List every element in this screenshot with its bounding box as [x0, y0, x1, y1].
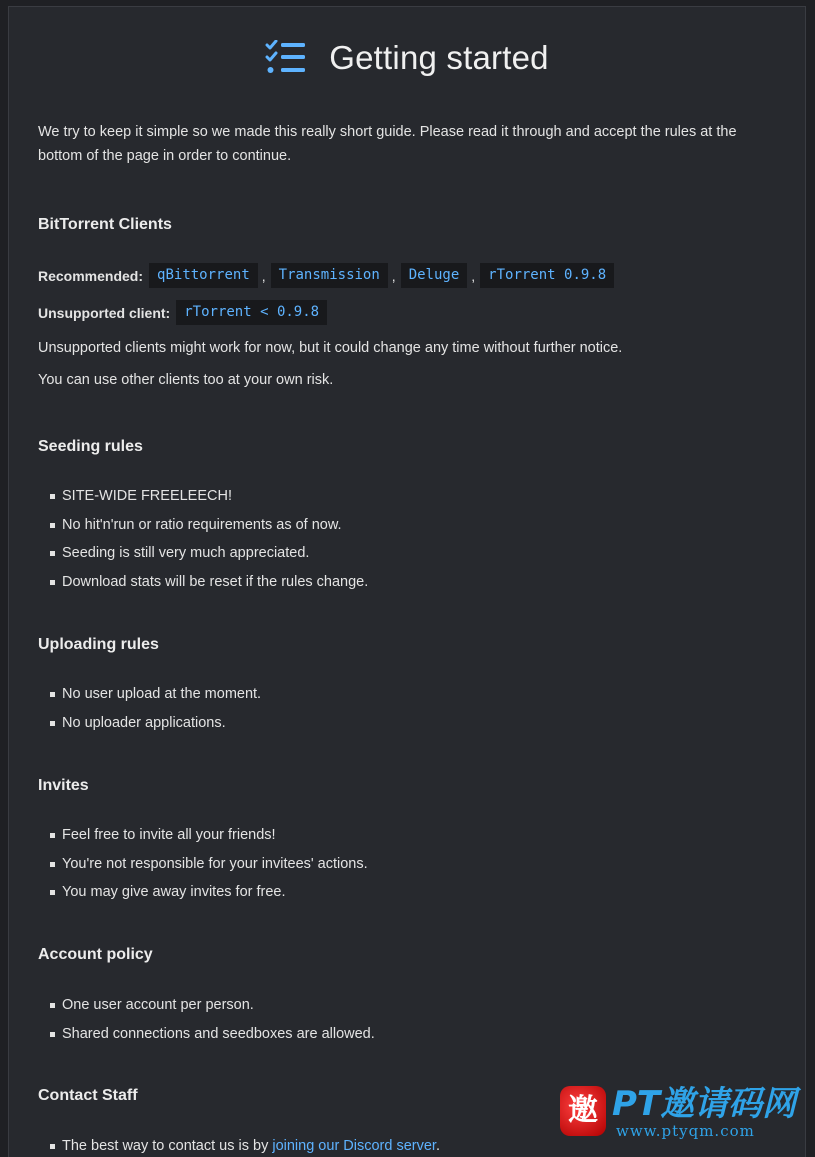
- list-item: No hit'n'run or ratio requirements as of now.: [38, 516, 368, 545]
- section-title-contact: Contact Staff: [38, 1087, 138, 1104]
- contact-text: The best way to contact us is by: [62, 1138, 273, 1154]
- list-item: Feel free to invite all your friends!: [38, 826, 368, 855]
- watermark: [560, 1084, 800, 1144]
- section-title-seeding: Seeding rules: [38, 438, 143, 455]
- checklist-icon: [265, 40, 307, 76]
- uploading-rules-list: [38, 685, 261, 742]
- list-item: You're not responsible for your invitees' actions.: [38, 855, 368, 884]
- list-item: SITE-WIDE FREELEECH!: [38, 487, 368, 516]
- separator: ,: [471, 267, 476, 284]
- watermark-text: PT邀请码网: [612, 1084, 797, 1124]
- client-badge: Deluge: [401, 263, 468, 288]
- list-item: Shared connections and seedboxes are allowed.: [38, 1025, 375, 1054]
- clients-note: Unsupported clients might work for now, but it could change any time without further notice.: [38, 340, 623, 356]
- recommended-label: Recommended:: [38, 267, 144, 284]
- separator: ,: [391, 267, 396, 284]
- intro-text: We try to keep it simple so we made this really short guide. Please read it through and accept the rules at the bottom of the page in order to continue.: [38, 124, 737, 164]
- list-item: You may give away invites for free.: [38, 883, 368, 912]
- list-item: One user account per person.: [38, 996, 375, 1025]
- watermark-url: www.ptyqm.com: [616, 1122, 755, 1140]
- clients-note: You can use other clients too at your own risk.: [38, 372, 334, 388]
- section-title-clients: BitTorrent Clients: [38, 216, 172, 233]
- page-title: Getting started: [329, 39, 549, 76]
- client-badge: rTorrent 0.9.8: [480, 263, 614, 288]
- discord-link[interactable]: joining our Discord server: [272, 1138, 436, 1154]
- getting-started-panel: [8, 6, 806, 1157]
- account-policy-list: [38, 996, 375, 1053]
- list-item: No uploader applications.: [38, 714, 261, 743]
- section-title-invites: Invites: [38, 777, 89, 794]
- list-item: [38, 1137, 440, 1157]
- section-title-uploading: Uploading rules: [38, 636, 159, 653]
- watermark-logo: 邀: [560, 1086, 606, 1136]
- client-badge: qBittorrent: [149, 263, 258, 288]
- contact-text-end: .: [435, 1138, 440, 1154]
- unsupported-client-row: [38, 300, 327, 325]
- list-item: No user upload at the moment.: [38, 685, 261, 714]
- invites-rules-list: [38, 826, 368, 912]
- separator: ,: [261, 267, 266, 284]
- seeding-rules-list: [38, 487, 368, 602]
- client-badge: rTorrent < 0.9.8: [176, 300, 327, 325]
- list-item: Download stats will be reset if the rules change.: [38, 573, 368, 602]
- client-badge: Transmission: [271, 263, 388, 288]
- recommended-clients-row: [38, 263, 614, 288]
- unsupported-label: Unsupported client:: [38, 304, 171, 321]
- list-item: Seeding is still very much appreciated.: [38, 544, 368, 573]
- contact-list: [38, 1137, 440, 1157]
- page-header: [9, 33, 805, 83]
- section-title-account: Account policy: [38, 946, 153, 963]
